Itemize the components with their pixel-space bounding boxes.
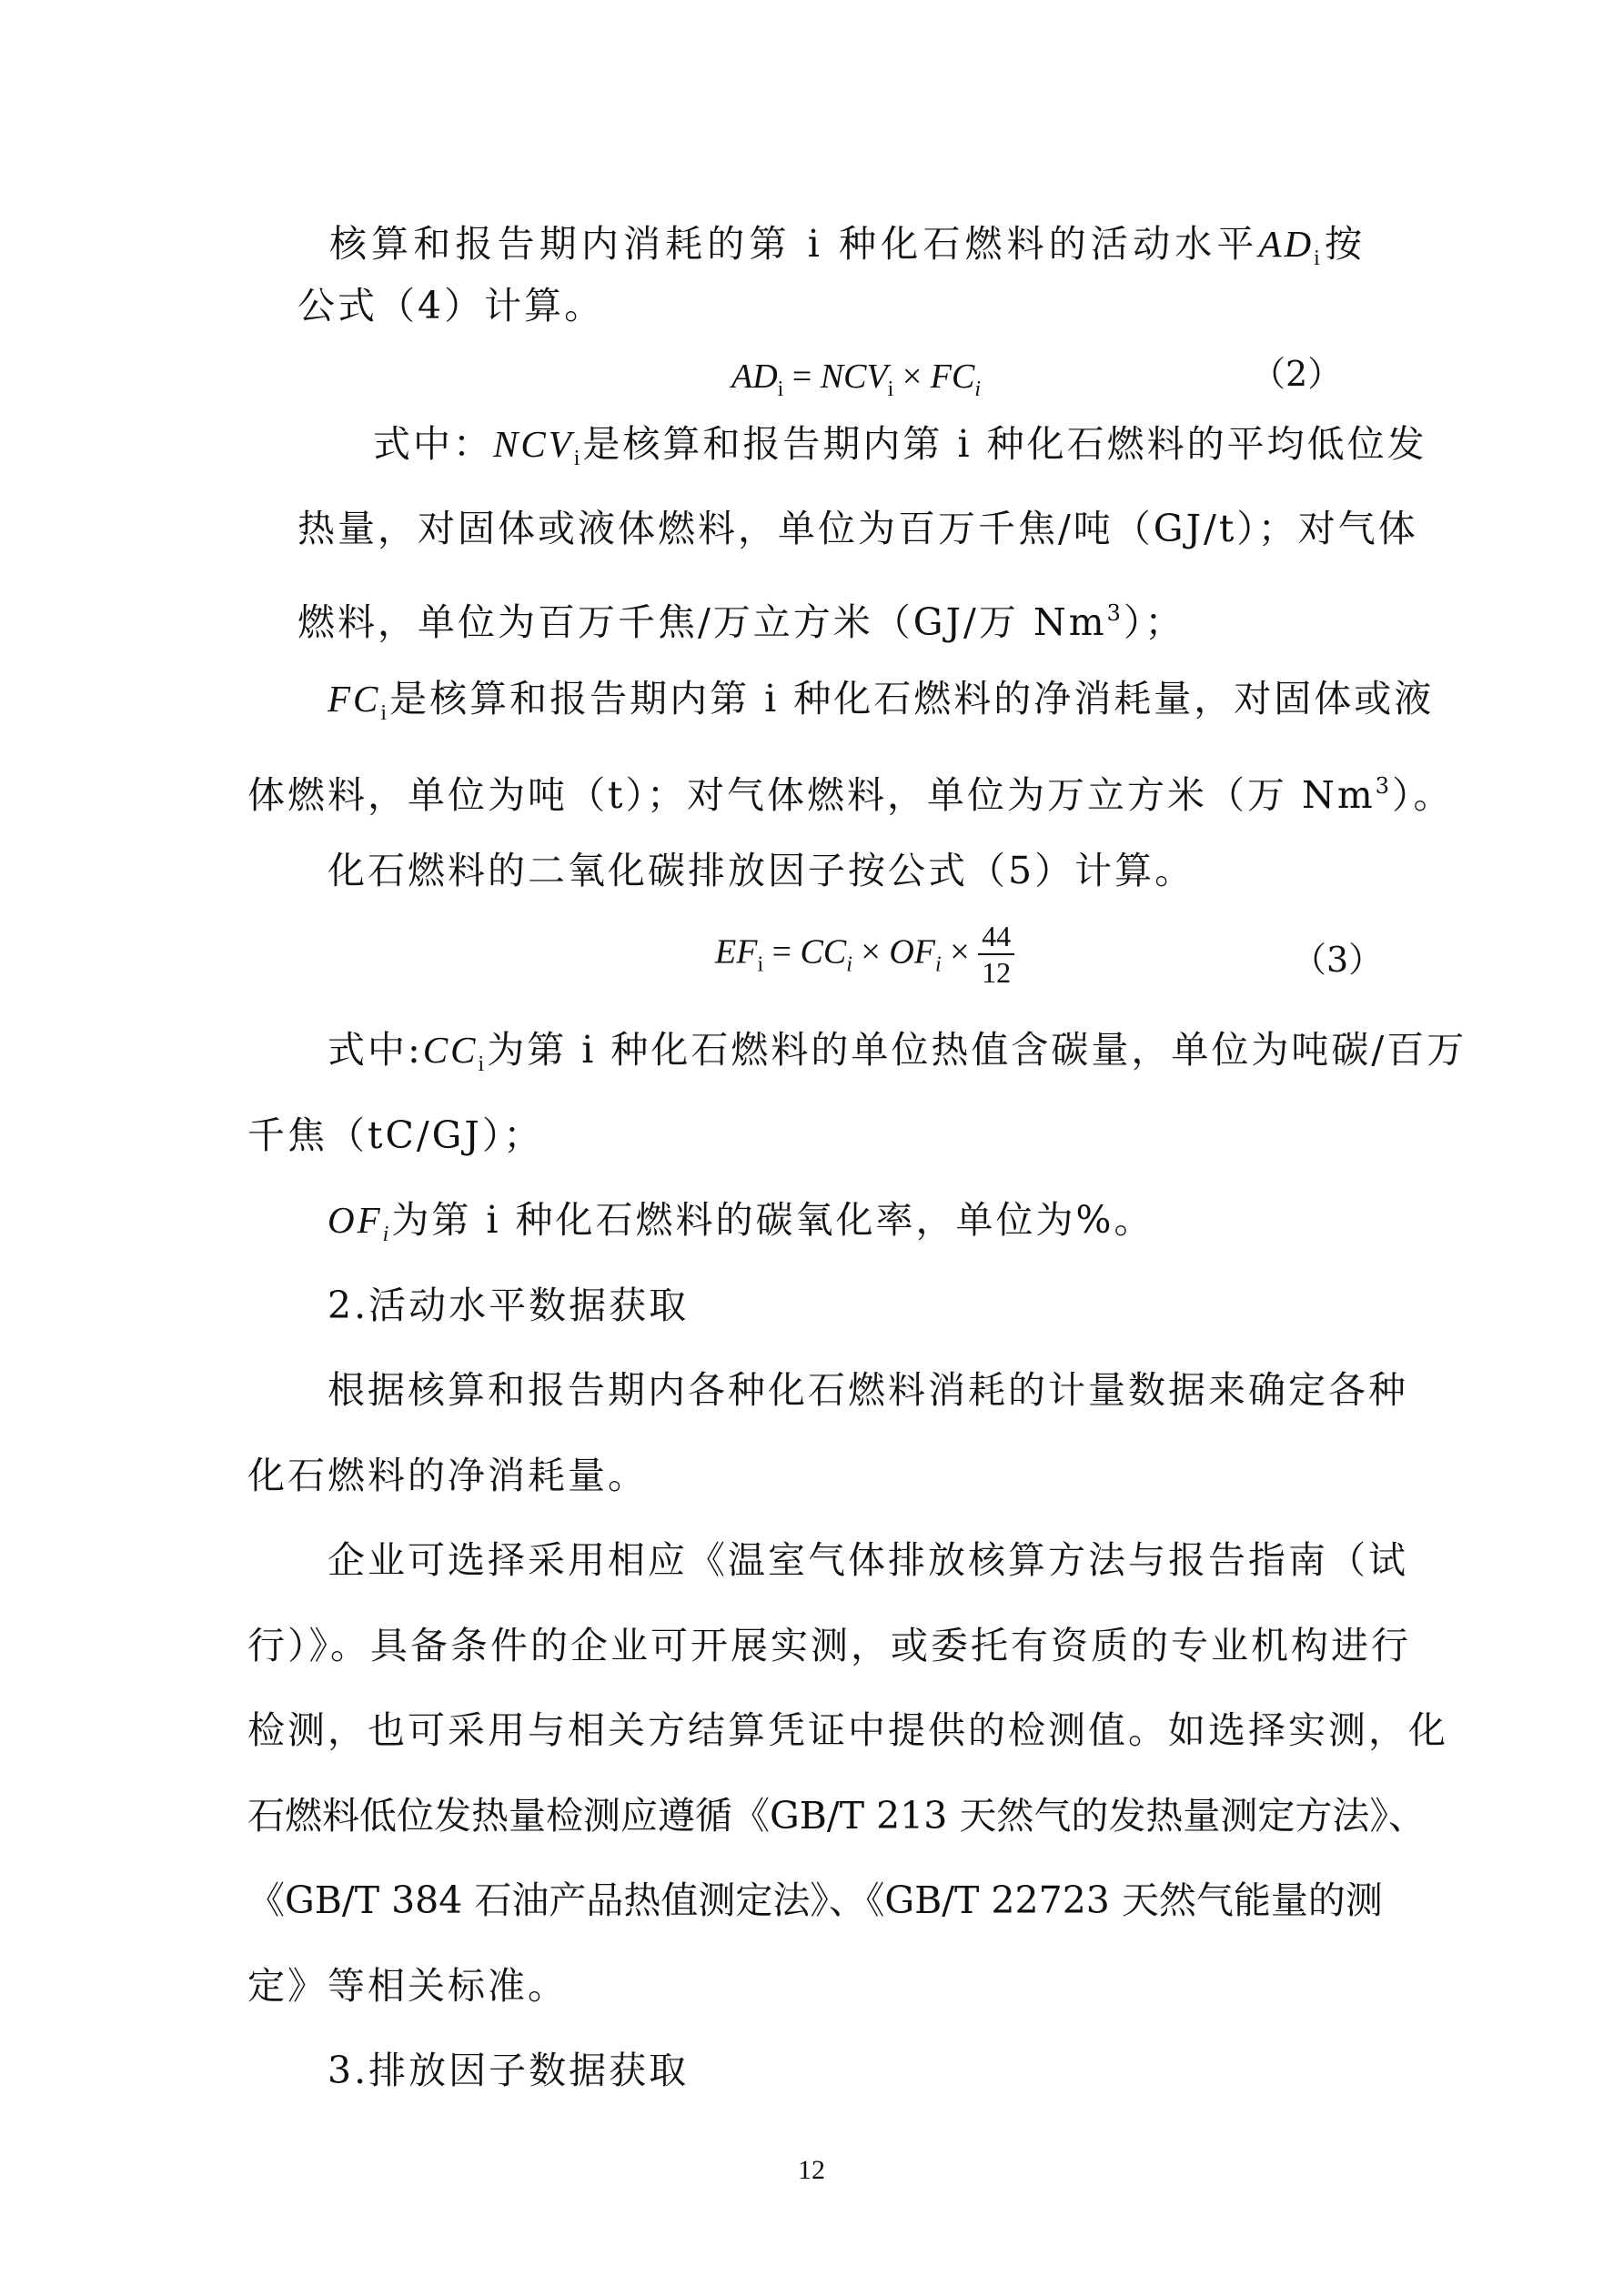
p2-line1: 式中：$NCV_i$是核算和报告期内第 i 种化石燃料的平均低位发 <box>373 422 1427 470</box>
fraction-44-12: $\frac{44}{12}$ <box>978 919 1014 990</box>
equation-3-number: （3） <box>1292 940 1384 980</box>
p8-line3: 检测，也可采用与相关方结算凭证中提供的检测值。如选择实测，化 <box>247 1708 1448 1752</box>
equation-2: $AD_i = NCV_i \times FC_i$ <box>731 357 982 401</box>
p1-text: 核算和报告期内消耗的第 i 种化石燃料的活动水平 <box>329 222 1259 266</box>
equation-2-number: （2） <box>1251 354 1343 394</box>
p1-line2: 公式（4）计算。 <box>297 284 605 327</box>
p8-line4: 石燃料低位发热量检测应遵循《GB/T 213 天然气的发热量测定方法》、 <box>247 1794 1426 1838</box>
p5-line2: 千焦（tC/GJ）； <box>247 1113 544 1157</box>
p8-line2: 行）》。具备条件的企业可开展实测，或委托有资质的专业机构进行 <box>247 1624 1411 1667</box>
p7-line1: 根据核算和报告期内各种化石燃料消耗的计量数据来确定各种 <box>328 1368 1408 1412</box>
ad-variable: $AD_i$ <box>1258 223 1323 270</box>
p8-line1: 企业可选择采用相应《温室气体排放核算方法与报告指南（试 <box>328 1538 1408 1582</box>
page-number: 12 <box>798 2155 825 2185</box>
p8-line6: 定》等相关标准。 <box>247 1964 568 2008</box>
of-variable: $OF_i$ <box>328 1199 392 1246</box>
fc-variable: $FC_i$ <box>328 678 390 725</box>
p1-text-end: 按 <box>1322 222 1365 266</box>
p3-line2: 体燃料，单位为吨（t）；对气体燃料，单位为万立方米（万 Nm$^3$）。 <box>247 773 1454 817</box>
equation-3: $EF_i = CC_i \times OF_i$ × $\frac{44}{12}$ <box>715 919 1014 990</box>
p7-line2: 化石燃料的净消耗量。 <box>247 1454 648 1497</box>
p1-line1 <box>329 218 1365 284</box>
p2-line2: 热量，对固体或液体燃料，单位为百万千焦/吨（GJ/t）；对气体 <box>297 507 1418 550</box>
p8-line5: 《GB/T 384 石油产品热值测定法》、《GB/T 22723 天然气能量的测 <box>247 1878 1383 1922</box>
p5-line1: 式中$:CC_i$为第 i 种化石燃料的单位热值含碳量，单位为吨碳/百万 <box>328 1028 1467 1076</box>
section-heading-2: 2.活动水平数据获取 <box>328 1284 690 1327</box>
section-heading-3: 3.排放因子数据获取 <box>328 2049 690 2092</box>
p2-line3: 燃料，单位为百万千焦/万立方米（GJ/万 Nm$^3$）； <box>297 600 1185 644</box>
cc-variable: $CC_i$ <box>422 1029 488 1076</box>
ncv-variable: $NCV_i$ <box>493 423 583 470</box>
p6: $OF_i$为第 i 种化石燃料的碳氧化率，单位为%。 <box>328 1198 1154 1246</box>
p4: 化石燃料的二氧化碳排放因子按公式（5）计算。 <box>328 849 1195 892</box>
p3-line1: $FC_i$是核算和报告期内第 i 种化石燃料的净消耗量，对固体或液 <box>328 677 1435 725</box>
